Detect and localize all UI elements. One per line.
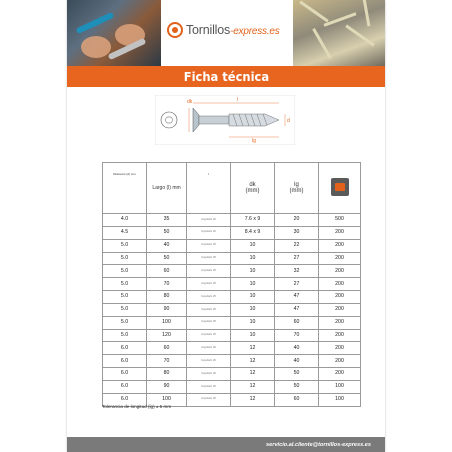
cell-drive: Impulsión 30	[187, 380, 231, 393]
cell-lg: 32	[275, 265, 319, 278]
cell-length: 70	[147, 278, 187, 291]
cell-length: 50	[147, 252, 187, 265]
box-icon	[331, 178, 349, 196]
table-row	[103, 239, 361, 252]
table-row	[103, 278, 361, 291]
cell-diameter: 5.0	[103, 278, 147, 291]
screws-photo	[293, 0, 385, 66]
cell-box-quantity: 200	[319, 303, 361, 316]
cell-dk: 7.6 x 9	[231, 214, 275, 227]
cell-box-quantity: 200	[319, 265, 361, 278]
cell-length: 40	[147, 239, 187, 252]
screw-technical-drawing	[155, 95, 295, 145]
cell-length: 60	[147, 342, 187, 355]
cell-drive: Impulsión 25	[187, 329, 231, 342]
cell-dk: 10	[231, 252, 275, 265]
cell-drive: Impulsión 30	[187, 342, 231, 355]
cell-box-quantity: 200	[319, 368, 361, 381]
cell-lg: 27	[275, 278, 319, 291]
table-row	[103, 303, 361, 316]
title-bar	[67, 66, 385, 87]
cell-lg: 70	[275, 329, 319, 342]
cell-lg: 60	[275, 316, 319, 329]
cell-drive: Impulsión 30	[187, 355, 231, 368]
cell-diameter: 5.0	[103, 291, 147, 304]
table-row	[103, 355, 361, 368]
cell-box-quantity: 200	[319, 355, 361, 368]
table-row	[103, 265, 361, 278]
cell-box-quantity: 200	[319, 342, 361, 355]
cell-drive: Impulsión 30	[187, 393, 231, 406]
workshop-photo	[67, 0, 161, 66]
screw-shank	[199, 116, 229, 124]
cell-length: 90	[147, 380, 187, 393]
datasheet-page	[67, 0, 385, 452]
cell-diameter: 6.0	[103, 393, 147, 406]
cell-box-quantity: 200	[319, 226, 361, 239]
cell-dk: 12	[231, 368, 275, 381]
cell-drive: Impulsión 20	[187, 214, 231, 227]
brand-logo	[167, 18, 291, 42]
cell-diameter: 6.0	[103, 355, 147, 368]
cell-diameter: 5.0	[103, 239, 147, 252]
tolerance-note: Tolerancia de longitud (lg) ± 5 mm	[102, 404, 172, 409]
cell-lg: 40	[275, 342, 319, 355]
cell-dk: 12	[231, 355, 275, 368]
header-length: Largo (l) mm	[147, 163, 187, 214]
cell-length: 100	[147, 316, 187, 329]
cell-drive: Impulsión 25	[187, 252, 231, 265]
table-row	[103, 316, 361, 329]
header-drive: t	[187, 163, 231, 214]
cell-length: 100	[147, 393, 187, 406]
cell-drive: Impulsión 25	[187, 239, 231, 252]
cell-lg: 27	[275, 252, 319, 265]
cell-drive: Impulsión 20	[187, 226, 231, 239]
cell-dk: 10	[231, 239, 275, 252]
header-banner	[67, 0, 385, 66]
cell-lg: 60	[275, 393, 319, 406]
logo-accent-text: -express.es	[230, 26, 280, 37]
cell-length: 70	[147, 355, 187, 368]
cell-dk: 10	[231, 329, 275, 342]
cell-dk: 10	[231, 278, 275, 291]
screw-logo-icon	[167, 22, 183, 38]
footer-bar	[67, 437, 385, 452]
cell-lg: 50	[275, 368, 319, 381]
cell-diameter: 5.0	[103, 265, 147, 278]
cell-length: 80	[147, 291, 187, 304]
cell-dk: 12	[231, 393, 275, 406]
header-dk: dk (mm)	[231, 163, 275, 214]
cell-drive: Impulsión 25	[187, 316, 231, 329]
label-dk: dk	[187, 99, 193, 105]
table-row	[103, 291, 361, 304]
cell-lg: 20	[275, 214, 319, 227]
cell-dk: 12	[231, 342, 275, 355]
cell-dk: 10	[231, 265, 275, 278]
cell-dk: 10	[231, 291, 275, 304]
cell-length: 120	[147, 329, 187, 342]
cell-diameter: 5.0	[103, 252, 147, 265]
cell-lg: 40	[275, 355, 319, 368]
cell-diameter: 6.0	[103, 368, 147, 381]
header-box-quantity	[319, 163, 361, 214]
cell-diameter: 5.0	[103, 303, 147, 316]
cell-lg: 47	[275, 291, 319, 304]
cell-drive: Impulsión 25	[187, 303, 231, 316]
page-title: Ficha técnica	[183, 69, 269, 84]
cell-length: 35	[147, 214, 187, 227]
table-row	[103, 342, 361, 355]
label-l: l	[237, 97, 239, 103]
cell-drive: Impulsión 30	[187, 368, 231, 381]
cell-length: 60	[147, 265, 187, 278]
cell-drive: Impulsión 25	[187, 265, 231, 278]
logo-main-text: Tornillos	[186, 23, 231, 37]
cell-dk: 10	[231, 303, 275, 316]
cell-box-quantity: 200	[319, 329, 361, 342]
table-header-row	[103, 163, 361, 214]
table-row	[103, 380, 361, 393]
cell-lg: 47	[275, 303, 319, 316]
cell-box-quantity: 200	[319, 239, 361, 252]
cell-drive: Impulsión 25	[187, 291, 231, 304]
cell-diameter: 4.5	[103, 226, 147, 239]
cell-box-quantity: 100	[319, 393, 361, 406]
cell-diameter: 6.0	[103, 342, 147, 355]
label-lg: lg	[252, 138, 256, 144]
cell-drive: Impulsión 25	[187, 278, 231, 291]
cell-dk: 12	[231, 380, 275, 393]
cell-lg: 50	[275, 380, 319, 393]
table-row	[103, 368, 361, 381]
cell-length: 50	[147, 226, 187, 239]
cell-lg: 30	[275, 226, 319, 239]
cell-box-quantity: 200	[319, 291, 361, 304]
footer-email-link[interactable]: servicio.al.cliente@tornillos-express.es	[266, 441, 371, 448]
header-diameter: Diámetro (d) mm	[103, 163, 147, 214]
table-row	[103, 214, 361, 227]
specs-table	[102, 162, 361, 407]
label-d: d	[287, 118, 290, 124]
cell-box-quantity: 500	[319, 214, 361, 227]
cell-lg: 22	[275, 239, 319, 252]
table-row	[103, 226, 361, 239]
cell-box-quantity: 100	[319, 380, 361, 393]
cell-box-quantity: 200	[319, 278, 361, 291]
cell-length: 80	[147, 368, 187, 381]
header-lg: lg (mm)	[275, 163, 319, 214]
cell-box-quantity: 200	[319, 316, 361, 329]
cell-box-quantity: 200	[319, 252, 361, 265]
cell-dk: 8.4 x 9	[231, 226, 275, 239]
table-row	[103, 252, 361, 265]
cell-length: 90	[147, 303, 187, 316]
table-row	[103, 329, 361, 342]
cell-diameter: 5.0	[103, 316, 147, 329]
cell-diameter: 4.0	[103, 214, 147, 227]
cell-diameter: 6.0	[103, 380, 147, 393]
cell-diameter: 5.0	[103, 329, 147, 342]
cell-dk: 10	[231, 316, 275, 329]
